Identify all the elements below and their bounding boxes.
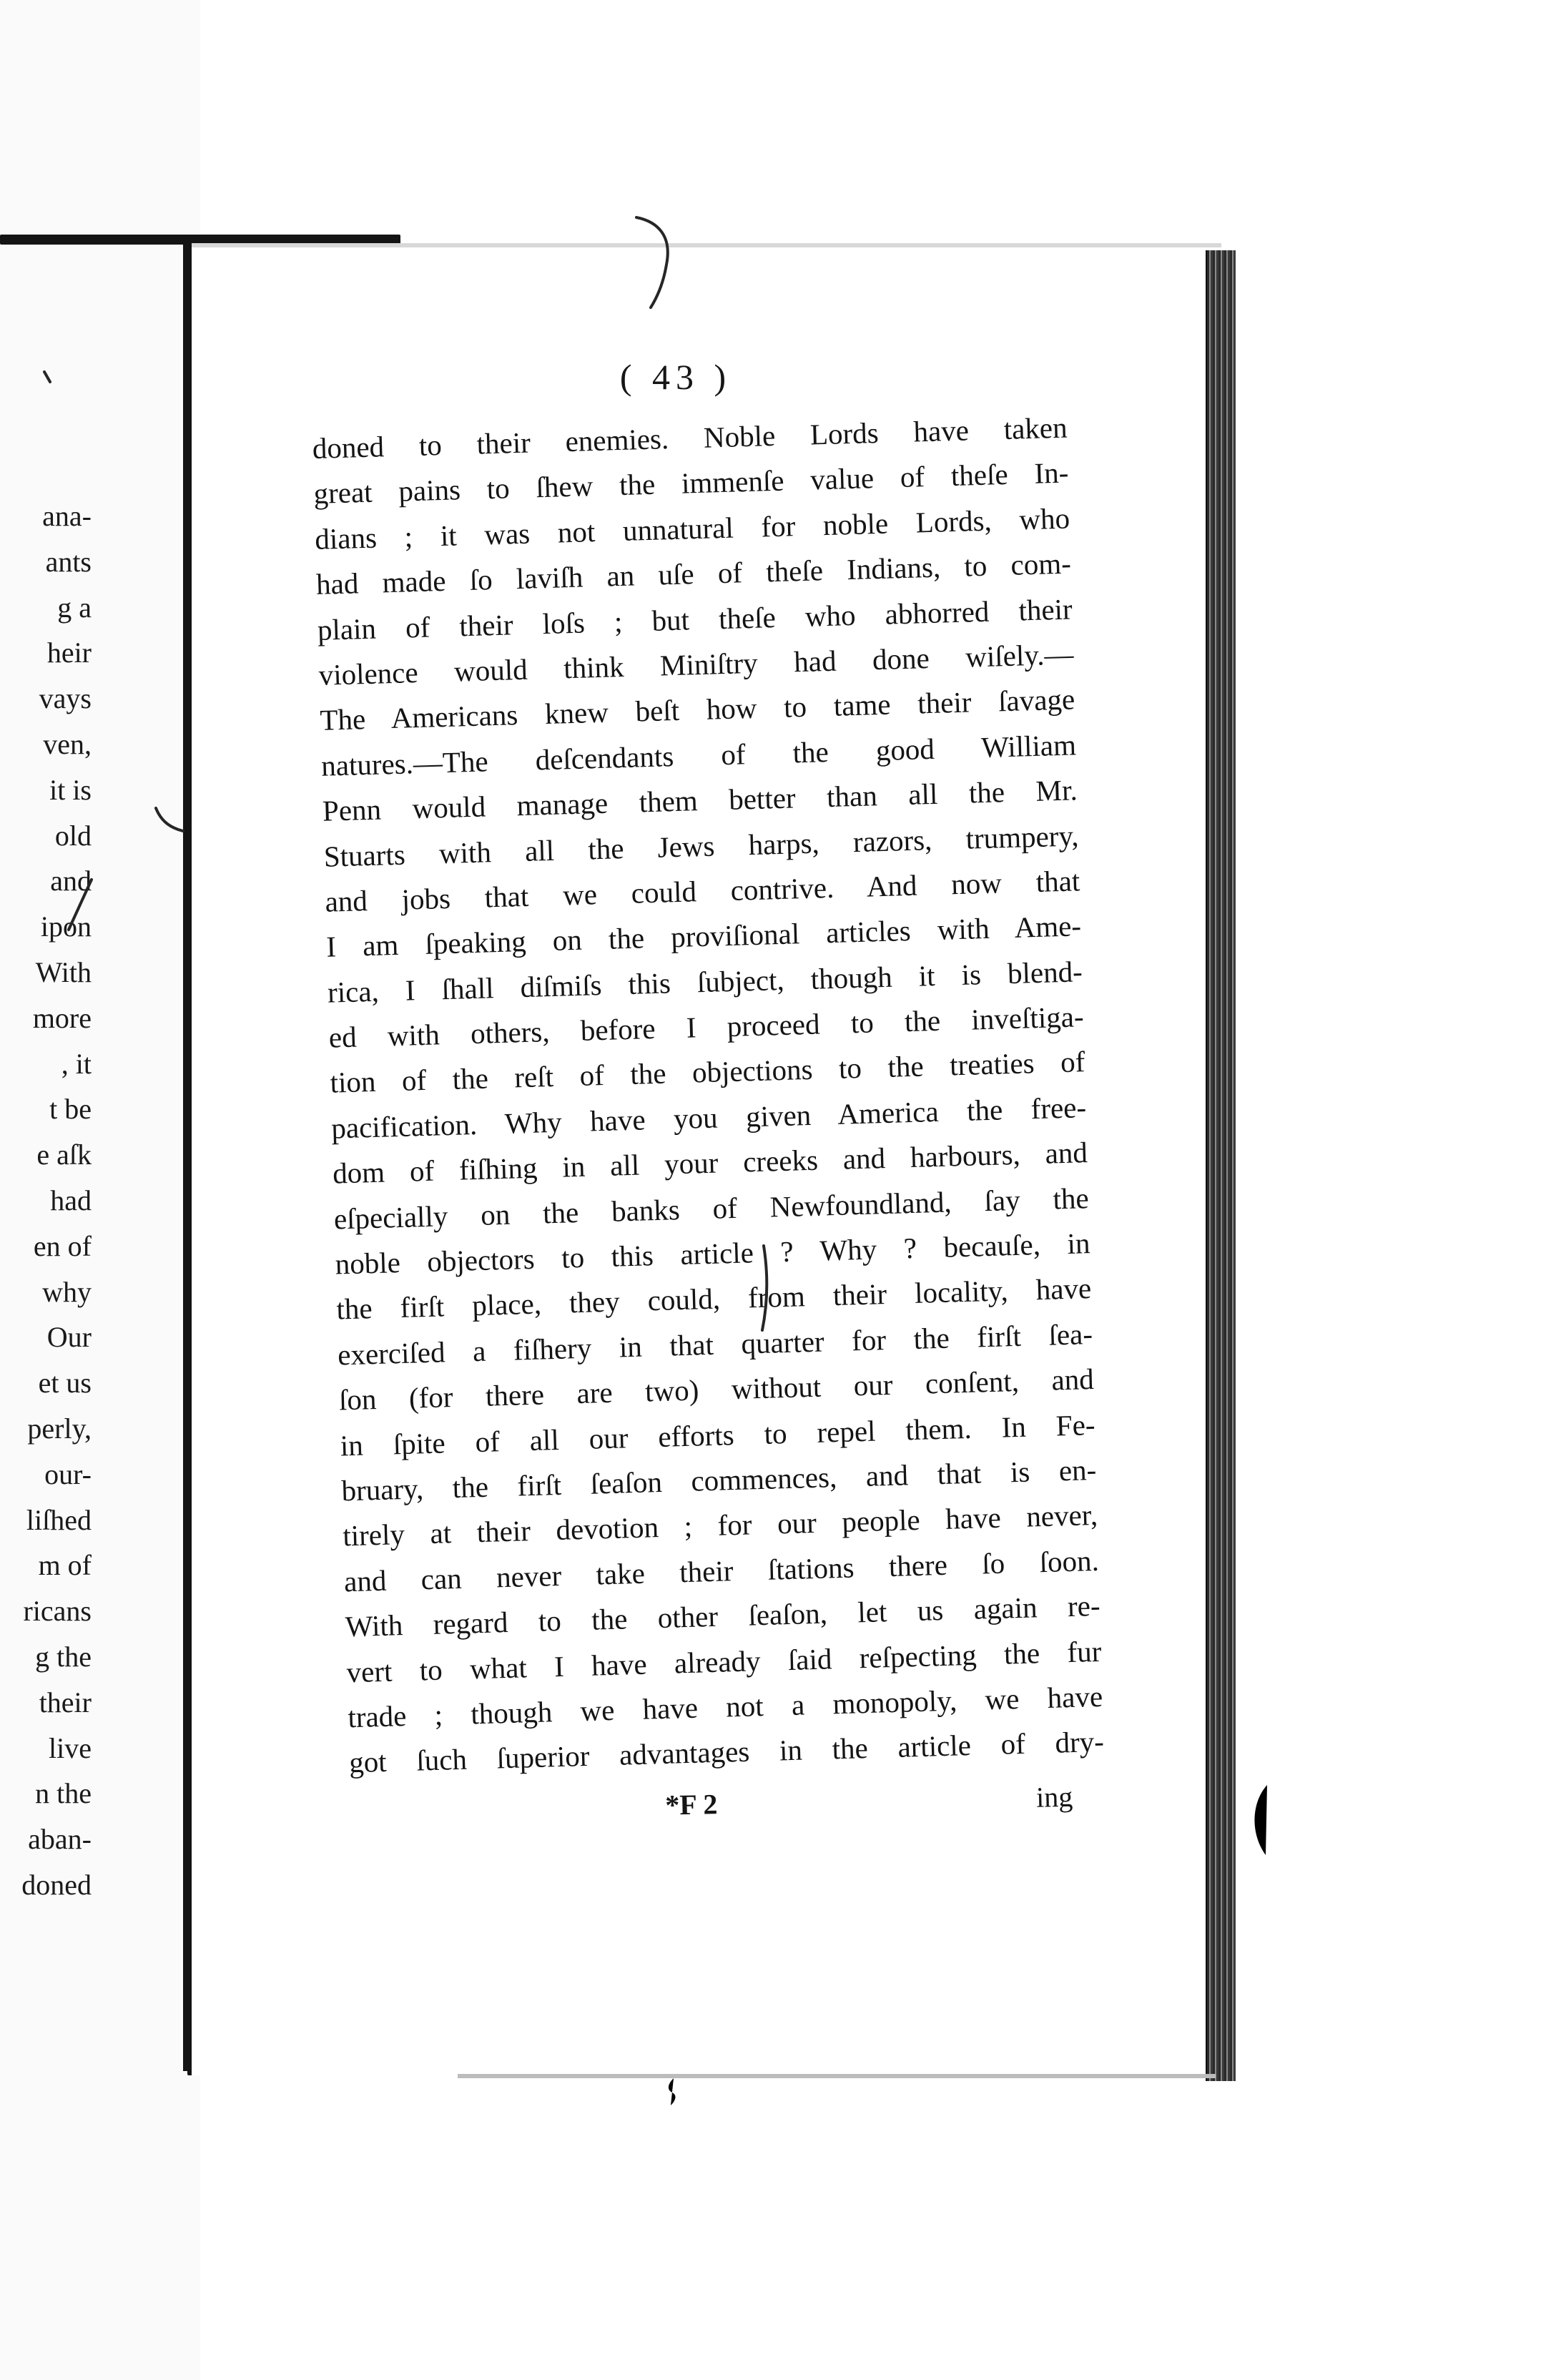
- left-page-fragment: perly,: [27, 1412, 92, 1445]
- text-line: With regard to the other ſeaſon, let us again re-: [345, 1589, 1101, 1643]
- text-line: the firſt place, they could, from their locality, have: [335, 1272, 1092, 1326]
- left-page-fragment: g a: [57, 591, 92, 624]
- text-line: bruary, the firſt ſeaſon commences, and that is en-: [340, 1452, 1097, 1508]
- left-page-fragment: ana-: [42, 500, 92, 532]
- text-line: trade ; though we have not a monopoly, we have: [347, 1679, 1103, 1734]
- left-page-fragment: et us: [38, 1367, 92, 1400]
- left-page-fragment: Our: [46, 1321, 92, 1354]
- catchword: ing: [1035, 1780, 1073, 1814]
- text-line: I am ſpeaking on the proviſional articles with Ame-: [325, 909, 1082, 964]
- left-page-fragment: ants: [45, 545, 92, 578]
- text-line: rica, I ſhall diſmiſs this ſubject, though it is blend-: [327, 954, 1083, 1009]
- left-page-fragment: ven,: [43, 727, 92, 760]
- left-page-fragment: heir: [46, 636, 92, 669]
- left-page-fragment: , it: [61, 1047, 92, 1080]
- left-page-text-fragments: [0, 493, 92, 1908]
- text-line: ed with others, before I proceed to the inveſtiga-: [328, 1000, 1085, 1054]
- left-page-fragment: m of: [38, 1549, 92, 1582]
- left-page-fragment: ipon: [40, 910, 92, 943]
- text-line: had made ſo laviſh an uſe of theſe Indians, to com-: [315, 546, 1072, 601]
- text-line: exerciſed a fiſhery in that quarter for the firſt ſea-: [337, 1317, 1093, 1372]
- right-margin-paren-mark-icon: [1244, 1781, 1273, 1859]
- left-page-fragment: n the: [35, 1777, 92, 1810]
- left-page-fragment: and: [50, 865, 92, 898]
- text-line: natures.—The deſcendants of the good William: [320, 728, 1077, 782]
- left-page-fragment: t be: [49, 1093, 92, 1126]
- text-line: dom of fiſhing in all your creeks and harbours, and: [332, 1136, 1088, 1190]
- left-page-fragment: e aſk: [36, 1139, 92, 1171]
- left-page-fragment: liſhed: [26, 1503, 92, 1536]
- left-page-fragment: why: [42, 1275, 92, 1308]
- text-line: and can never take their ſtations there ſo ſoon.: [343, 1543, 1100, 1598]
- text-line: ſon (for there are two) without our conſent, and: [338, 1362, 1095, 1417]
- text-line: tion of the reſt of the objections to the treaties of: [330, 1045, 1085, 1100]
- text-line: in ſpite of all our efforts to repel them. In Fe-: [340, 1407, 1096, 1462]
- text-line: pacification. Why have you given America the free-: [330, 1091, 1087, 1145]
- page-number: ( 43 ): [619, 357, 732, 397]
- left-page-fragment: With: [35, 955, 92, 988]
- left-page-fragment: doned: [21, 1868, 92, 1901]
- body-text: [312, 405, 1105, 1786]
- left-page-fragment: en of: [33, 1229, 92, 1262]
- text-line: violence would think Miniſtry had done wiſely.—: [318, 637, 1074, 692]
- text-line: Penn would manage them better than all the Mr.: [322, 773, 1078, 827]
- left-page-fragment: more: [32, 1001, 92, 1034]
- left-page-fragment: ricans: [23, 1595, 92, 1628]
- left-facing-page: [0, 0, 200, 2380]
- bottom-squiggle-mark-icon: [664, 2075, 681, 2108]
- page-stack-edge: [1206, 250, 1236, 2081]
- text-line: noble objectors to this article ? Why ? becauſe, in: [335, 1226, 1090, 1281]
- signature-mark: *F 2: [664, 1788, 718, 1821]
- left-page-fragment: old: [54, 819, 92, 852]
- text-line: dians ; it was not unnatural for noble Lords, who: [314, 501, 1070, 556]
- text-line: plain of their loſs ; but theſe who abhorred their: [317, 591, 1073, 646]
- left-page-fragment: live: [49, 1731, 92, 1764]
- text-line: doned to their enemies. Noble Lords have taken: [312, 410, 1068, 465]
- left-page-fragment: their: [39, 1686, 92, 1718]
- text-line: tirely at their devotion ; for our people have never,: [342, 1498, 1098, 1553]
- text-line: vert to what I have already ſaid reſpecting the fur: [346, 1634, 1102, 1688]
- left-page-fragment: it is: [49, 773, 92, 806]
- text-line: The Americans knew beſt how to tame their ſavage: [319, 682, 1075, 737]
- left-page-fragment: vays: [39, 682, 92, 715]
- text-line: great pains to ſhew the immenſe value of theſe In-: [312, 456, 1069, 511]
- page-bottom-edge: [458, 2074, 1216, 2078]
- top-bracket-mark-icon: [629, 207, 686, 315]
- left-page-fragment: our-: [44, 1457, 92, 1490]
- text-line: eſpecially on the banks of Newfoundland, ſay the: [333, 1181, 1090, 1236]
- left-page-fragment: had: [50, 1184, 92, 1216]
- text-line: Stuarts with all the Jews harps, razors, trumpery,: [323, 818, 1080, 873]
- text-line: and jobs that we could contrive. And now that: [324, 864, 1080, 918]
- left-page-fragment: g the: [35, 1640, 92, 1673]
- text-line: got ſuch ſuperior advantages in the article of dry-: [348, 1725, 1105, 1779]
- left-page-fragment: aban-: [28, 1823, 92, 1856]
